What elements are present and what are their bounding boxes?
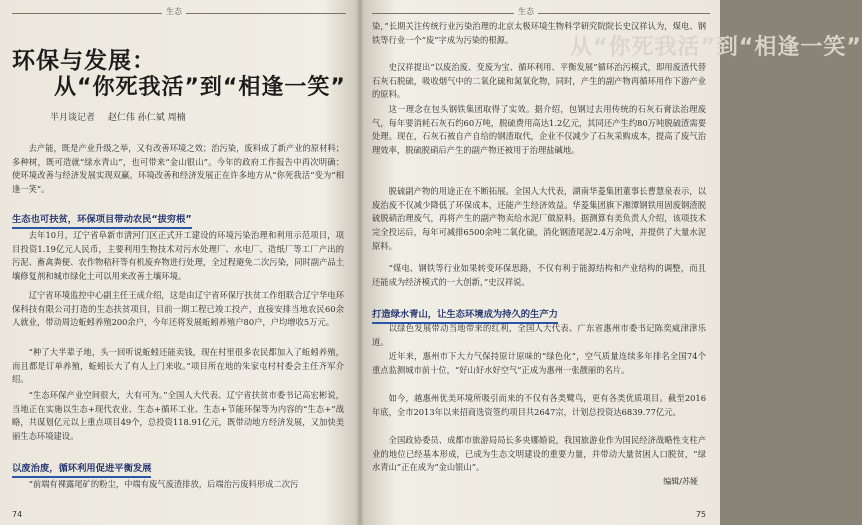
subhead-waste-treatment: 以废治废，循环利用促进平衡发展 — [12, 460, 151, 478]
paragraph-chengdu-tourism: 全国政协委员、成都市旅游局局长多央娜婚说，我国旅游业作为国民经济战略性支柱产业的地位已经基本形成，已成为生态文明建设的重要力量，并带动大量贫困人口脱贫，“绿水青山”正在成为“金山银山”。 — [372, 435, 706, 473]
paragraph-hualing-group: 脱硫副产物的用途正在不断拓展。全国人大代表，湖南华菱集团董事长曹慧泉表示，以废治废不仅减少降低了环保成本，还能产生经济效益。华菱集团旗下湘潭钢铁用固废钢渣脱硫脱硝治理废气，再将产生的副产物卖给水泥厂做原料。据测算有美负责人介绍，该项技术完全投运后，每年可减排6500余吨二氧化硫，消化钢渣尾泥2.4万余吨，并提供了大量水泥原料。 — [372, 186, 706, 251]
paragraph-circular-model: 史汉祥提出“以废治废、变废为宝、循环利用、平衡发展”循环治污模式，即用废渣代替石灰石脱硫，吸收烟气中的二氧化硫和氮氧化物，同时，产生的副产物再循环用作下游产业的原料。 — [372, 62, 706, 100]
subhead-ecology-poverty: 生态也可扶贫，环保项目带动农民“拔穷根” — [12, 211, 192, 229]
paragraph-fuxin-project: 去年10月，辽宁省阜新市清河门区正式开工建设的环境污染治理和利用示范项目，项目投资1.19亿元人民币，主要利用生物技术对污水处理厂、水电厂、造纸厂等工厂产出的污泥、畜禽粪便、农作物秸秆等有机废弃物进行处理，全过程避免二次污染，同时副产品土壤修复剂和城市绿化土可以用来改善土壤环境。 — [12, 230, 344, 282]
byline-magazine: 半月谈记者 — [50, 113, 96, 123]
paragraph-earthworm-farmer: “种了大半辈子地，头一回听说蚯蚓还能卖钱，现在村里很多农民都加入了蚯蚓养殖，而且都是订单养殖，蚯蚓长大了有人上门来收。”项目所在地的朱家屯村村委会主任齐军介绍。 — [12, 347, 344, 385]
page-number-left: 74 — [12, 510, 23, 519]
ghost-title-strip: 从“你死我活”到“相逢一笑” — [570, 35, 862, 60]
header-rule-right — [372, 13, 710, 14]
left-page — [0, 0, 358, 525]
editor-credit: 编辑/苏娅 — [663, 477, 698, 486]
paragraph-baotou-steel: 这一理念在包头钢铁集团取得了实效。据介绍，包钢过去用传统的石灰石膏法治理废气，每年要消耗石灰石约60万吨，脱硫费用高达1.2亿元，其同还产生约80万吨脱硫渣需要处理。现在，石灰石被自产自给的钢渣取代，企业不仅减少了石灰采购成本，提高了废气治理效率，脱硫脱硝后产生的副产物还被用于治理盐碱地。 — [372, 104, 706, 156]
paragraph-front-end-dust: “前端有裸露尾矿的粉尘，中端有废气废渣排放，后端治污废料形成二次污 — [28, 479, 299, 489]
intro-paragraph: 去产能，既是产业升级之举，又有改善环境之效；治污染，废料成了新产业的原材料；多种树，既可造就“绿水青山”，也可带来“金山银山”。今年的政府工作报告中再次明确：使环境改善与经济发展实现双赢。环境改善和经济发展正在许多地方从“你死我活”变为“相逢一笑”。 — [12, 143, 344, 195]
paragraph-industry-innovation: “煤电、钢铁等行业如果转变环保思路，不仅有利于能源结构和产业结构的调整，而且还能成为经济模式的一大创新，”史汉祥说。 — [372, 263, 706, 287]
paragraph-shi-hanxiang: 染，”长期关注传统行业污染治理的北京太极环境生物科学研究院院长史汉祥认为，煤电、钢铁等行业一个“废”字成为污染的根源。 — [372, 21, 706, 45]
paragraph-huizhou-dividend: 以绿色发展带动当地带来的红利，全国人大代表、广东省惠州市委书记陈奕威津津乐道。 — [372, 323, 706, 347]
article-title-line2: 从“你死我活”到“相逢一笑” — [54, 75, 346, 100]
paragraph-environment-center: 辽宁省环境监控中心副主任王成介绍，这是由辽宁省环保厅扶贫工作组联合辽宁华电环保科技有限公司打造的生态扶贫项目，目前一期工程已竣工投产，直接安排当地农民60余人就业，带动周边蚯蚓养殖200余户，今年还将发展蚯蚓养殖户80户，户均增收5万元。 — [12, 290, 344, 328]
section-label-left: 生态 — [162, 6, 186, 17]
byline-authors: 赵仁伟 孙仁斌 周楠 — [107, 113, 186, 123]
paragraph-huizhou-air: 近年来，惠州市下大力气保持原计原味的“绿色化”，空气质量连续多年排名全国74个重点监测城市前十位，“好山好水好空气”正成为惠州一张靓丽的名片。 — [372, 351, 706, 375]
byline — [50, 110, 196, 123]
section-label-right: 生态 — [514, 6, 538, 17]
right-page — [362, 0, 862, 525]
article-title-line1: 环保与发展： — [12, 48, 156, 74]
paragraph-eco-industry: “生态环保产业空间很大，大有可为。”全国人大代表、辽宁省扶贫市委书记高宏彬说，当地正在实施以生态+现代农业、生态+循环工业、生态+节能环保等为内容的“生态+”战略，共谋划亿元以上重点项目49个，总投资118.91亿元，既带动地方经济发展，又加快美丽生态环境建设。 — [12, 390, 344, 442]
subhead-green-mountains: 打造绿水青山，让生态环境成为持久的生产力 — [372, 306, 558, 324]
paragraph-huizhou-investment: 如今，越惠州优美环境所吸引而来的不仅有各类鹭鸟，更有各类优质项目。截至2016年底，全市2013年以来招商选资签约项目共2647宗，计划总投资达6839.77亿元。 — [372, 393, 706, 417]
page-number-right: 75 — [695, 510, 706, 519]
